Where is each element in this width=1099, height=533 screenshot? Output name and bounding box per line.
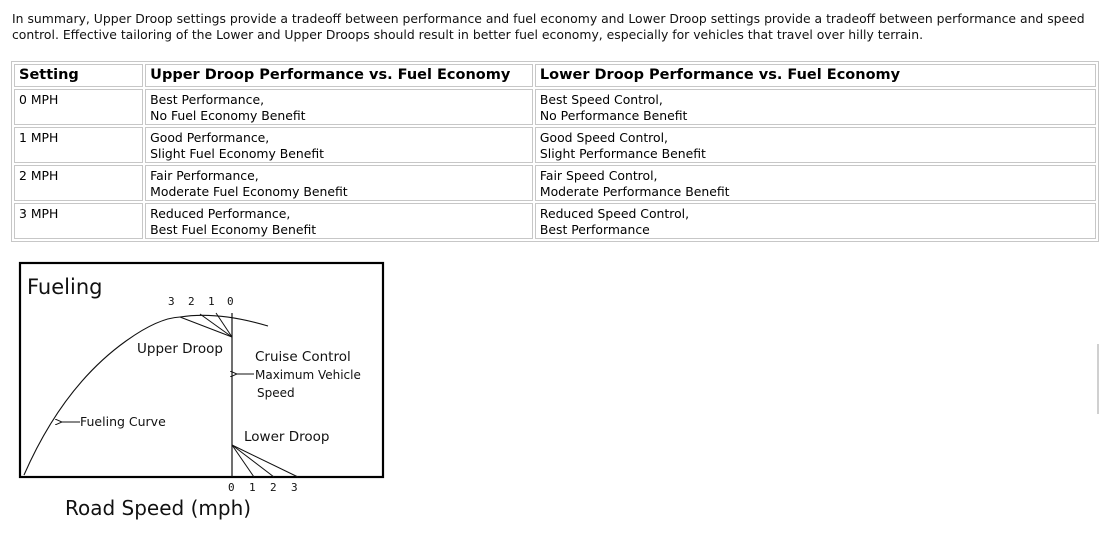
lower-droop-line: Moderate Performance Benefit — [539, 184, 730, 199]
upper-droop-line-3 — [180, 317, 232, 337]
upper-droop-line: No Fuel Economy Benefit — [150, 108, 306, 123]
x-axis-label: Road Speed (mph) — [65, 496, 252, 520]
summary-paragraph: In summary, Upper Droop settings provide a tradeoff between performance and fuel economy and Lower Droop settings provide a tradeoff between performance and speed control. Effective tailoring of the Lower and Upper Droops should result in better fuel economy, especially for vehicles that travel over hilly terrain. — [12, 11, 1085, 42]
lower-droop-line: Fair Speed Control, — [539, 168, 658, 183]
upper-droop-label: Upper Droop — [137, 341, 223, 357]
lower-tick-label: 3 — [291, 481, 298, 494]
upper-droop-cell — [145, 203, 533, 239]
lower-droop-cell — [535, 127, 1096, 163]
max-speed-label: Speed — [257, 386, 295, 400]
upper-droop-line: Moderate Fuel Economy Benefit — [150, 184, 348, 199]
table-row — [14, 89, 1096, 125]
droop-diagram-svg — [18, 261, 385, 533]
header-setting: Setting — [14, 64, 143, 87]
upper-tick-label: 1 — [208, 295, 215, 308]
lower-droop-line: Reduced Speed Control, — [539, 206, 690, 221]
upper-droop-line: Best Fuel Economy Benefit — [150, 222, 317, 237]
lower-droop-line: No Performance Benefit — [539, 108, 688, 123]
lower-droop-cell — [535, 203, 1096, 239]
setting-cell: 3 MPH — [14, 203, 143, 239]
upper-droop-line: Slight Fuel Economy Benefit — [150, 146, 325, 161]
upper-droop-line: Reduced Performance, — [150, 206, 291, 221]
max-speed-label: Maximum Vehicle — [255, 368, 361, 382]
droop-diagram — [18, 261, 385, 533]
table-header-row — [14, 64, 1096, 87]
cruise-control-label: Cruise Control — [255, 349, 351, 365]
upper-tick-label: 2 — [188, 295, 195, 308]
table-row — [14, 165, 1096, 201]
lower-tick-label: 0 — [228, 481, 235, 494]
setting-cell: 2 MPH — [14, 165, 143, 201]
lower-droop-line: Best Performance — [539, 222, 650, 237]
fueling-curve-label: Fueling Curve — [80, 414, 166, 429]
y-axis-label: Fueling — [27, 275, 103, 299]
upper-tick-label: 0 — [227, 295, 234, 308]
table-row — [14, 203, 1096, 239]
setting-cell: 1 MPH — [14, 127, 143, 163]
header-upper-droop: Upper Droop Performance vs. Fuel Economy — [145, 64, 533, 87]
upper-droop-cell — [145, 89, 533, 125]
lower-droop-label: Lower Droop — [244, 429, 330, 445]
lower-droop-cell — [535, 89, 1096, 125]
lower-droop-line: Best Speed Control, — [539, 92, 663, 107]
droop-settings-table — [11, 61, 1099, 242]
header-lower-droop: Lower Droop Performance vs. Fuel Economy — [535, 64, 1096, 87]
setting-cell: 0 MPH — [14, 89, 143, 125]
lower-tick-label: 2 — [270, 481, 277, 494]
lower-tick-label: 1 — [249, 481, 256, 494]
table-row — [14, 127, 1096, 163]
lower-droop-cell — [535, 165, 1096, 201]
lower-droop-line: Good Speed Control, — [539, 130, 668, 145]
lower-droop-line-3 — [232, 445, 298, 477]
upper-droop-line: Good Performance, — [150, 130, 270, 145]
upper-droop-cell — [145, 127, 533, 163]
lower-droop-line: Slight Performance Benefit — [539, 146, 706, 161]
upper-droop-line: Best Performance, — [150, 92, 265, 107]
upper-tick-label: 3 — [168, 295, 175, 308]
upper-droop-line: Fair Performance, — [150, 168, 259, 183]
upper-droop-cell — [145, 165, 533, 201]
lower-droop-line-2 — [232, 445, 274, 477]
